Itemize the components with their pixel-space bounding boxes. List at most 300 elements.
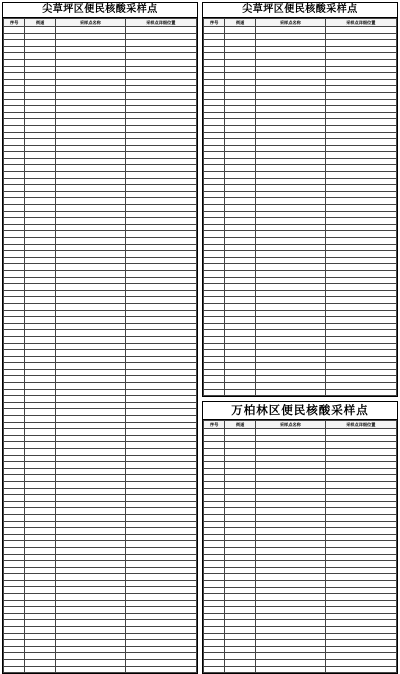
table-row (4, 528, 197, 535)
table-cell (256, 106, 325, 113)
jiancaoping-cont-header-row (204, 19, 397, 27)
table-cell (125, 191, 196, 198)
table-cell (56, 119, 125, 126)
table-cell (4, 244, 25, 251)
table-cell (325, 528, 396, 535)
table-cell (225, 547, 256, 554)
table-row (4, 350, 197, 357)
table-cell (325, 449, 396, 456)
table-cell (25, 640, 56, 647)
table-cell (125, 666, 196, 673)
table-cell (325, 317, 396, 324)
table-cell (125, 376, 196, 383)
table-cell (204, 350, 225, 357)
table-cell (225, 132, 256, 139)
table-cell (25, 528, 56, 535)
table-cell (325, 640, 396, 647)
jiancaoping-cont-rows (204, 27, 397, 396)
table-cell (204, 534, 225, 541)
table-cell (125, 620, 196, 627)
table-cell (25, 627, 56, 634)
table-cell (56, 172, 125, 179)
table-cell (56, 561, 125, 568)
table-row (4, 251, 197, 258)
table-row (4, 613, 197, 620)
table-cell (25, 475, 56, 482)
table-cell (25, 158, 56, 165)
table-cell (4, 455, 25, 462)
table-cell (325, 462, 396, 469)
table-cell (4, 251, 25, 258)
wanbailin-rows (204, 429, 397, 673)
table-cell (25, 580, 56, 587)
table-cell (225, 251, 256, 258)
table-row (204, 660, 397, 667)
table-row (204, 139, 397, 146)
table-cell (204, 343, 225, 350)
table-cell (325, 574, 396, 581)
table-cell (25, 145, 56, 152)
table-cell (125, 264, 196, 271)
table-cell (25, 297, 56, 304)
table-cell (4, 528, 25, 535)
table-cell (256, 112, 325, 119)
table-cell (125, 152, 196, 159)
table-row (4, 363, 197, 370)
table-cell (225, 125, 256, 132)
table-cell (204, 251, 225, 258)
table-cell (225, 73, 256, 80)
table-cell (125, 244, 196, 251)
table-cell (204, 165, 225, 172)
table-cell (56, 435, 125, 442)
table-cell (56, 547, 125, 554)
table-cell (256, 488, 325, 495)
table-cell (325, 86, 396, 93)
table-cell (125, 330, 196, 337)
table-cell (4, 139, 25, 146)
table-row (4, 59, 197, 66)
table-cell (56, 660, 125, 667)
table-cell (4, 376, 25, 383)
table-cell (204, 528, 225, 535)
table-row (204, 317, 397, 324)
table-cell (256, 86, 325, 93)
table-cell (125, 343, 196, 350)
table-cell (204, 277, 225, 284)
table-cell (56, 396, 125, 403)
table-cell (25, 53, 56, 60)
table-cell (56, 402, 125, 409)
table-cell (256, 244, 325, 251)
table-cell (25, 152, 56, 159)
table-cell (56, 198, 125, 205)
table-cell (204, 244, 225, 251)
table-cell (4, 165, 25, 172)
table-cell (56, 27, 125, 34)
table-cell (225, 501, 256, 508)
table-cell (225, 633, 256, 640)
table-row (204, 389, 397, 396)
table-cell (256, 501, 325, 508)
table-cell (325, 376, 396, 383)
table-cell (204, 567, 225, 574)
table-cell (325, 224, 396, 231)
table-cell (4, 541, 25, 548)
table-cell (25, 561, 56, 568)
table-row (204, 356, 397, 363)
table-row (204, 92, 397, 99)
table-cell (225, 264, 256, 271)
table-row (204, 468, 397, 475)
table-cell (225, 59, 256, 66)
table-cell (56, 99, 125, 106)
table-cell (325, 264, 396, 271)
table-row (4, 462, 197, 469)
col-header-street: 街道 (225, 19, 256, 27)
table-cell (204, 475, 225, 482)
table-row (4, 257, 197, 264)
table-row (4, 369, 197, 376)
table-row (4, 416, 197, 423)
table-cell (25, 73, 56, 80)
table-cell (325, 185, 396, 192)
table-cell (225, 666, 256, 673)
table-cell (125, 112, 196, 119)
table-cell (125, 402, 196, 409)
table-cell (204, 79, 225, 86)
table-cell (56, 534, 125, 541)
table-cell (56, 145, 125, 152)
table-row (4, 501, 197, 508)
jiancaoping-cont-panel (202, 2, 398, 397)
table-cell (125, 653, 196, 660)
table-cell (325, 455, 396, 462)
table-row (4, 653, 197, 660)
table-row (4, 185, 197, 192)
table-cell (25, 46, 56, 53)
table-cell (256, 336, 325, 343)
table-cell (4, 198, 25, 205)
table-row (204, 369, 397, 376)
table-cell (56, 59, 125, 66)
table-cell (56, 653, 125, 660)
table-cell (325, 303, 396, 310)
table-cell (256, 277, 325, 284)
table-cell (256, 191, 325, 198)
table-cell (56, 284, 125, 291)
table-cell (125, 468, 196, 475)
table-row (4, 238, 197, 245)
table-cell (125, 660, 196, 667)
table-cell (56, 211, 125, 218)
table-cell (325, 165, 396, 172)
table-cell (125, 27, 196, 34)
table-row (4, 132, 197, 139)
table-cell (56, 92, 125, 99)
table-cell (56, 251, 125, 258)
table-cell (204, 73, 225, 80)
table-row (204, 46, 397, 53)
table-row (204, 653, 397, 660)
table-row (4, 244, 197, 251)
table-cell (256, 547, 325, 554)
table-cell (25, 402, 56, 409)
table-cell (225, 40, 256, 47)
table-cell (125, 475, 196, 482)
table-cell (25, 336, 56, 343)
table-cell (225, 508, 256, 515)
table-cell (125, 297, 196, 304)
table-row (4, 284, 197, 291)
table-cell (256, 152, 325, 159)
table-cell (204, 653, 225, 660)
table-row (204, 640, 397, 647)
table-cell (204, 429, 225, 436)
table-cell (25, 574, 56, 581)
table-cell (25, 422, 56, 429)
table-cell (225, 488, 256, 495)
table-cell (325, 389, 396, 396)
table-cell (225, 653, 256, 660)
table-cell (25, 106, 56, 113)
table-row (204, 633, 397, 640)
jiancaoping-table (3, 18, 197, 673)
table-row (4, 46, 197, 53)
table-cell (56, 336, 125, 343)
table-row (4, 270, 197, 277)
table-cell (25, 205, 56, 212)
table-cell (56, 139, 125, 146)
table-cell (225, 86, 256, 93)
table-cell (25, 600, 56, 607)
table-cell (56, 264, 125, 271)
jiancaoping-rows (4, 27, 197, 673)
table-cell (225, 442, 256, 449)
table-cell (204, 356, 225, 363)
table-cell (204, 369, 225, 376)
table-cell (25, 501, 56, 508)
table-cell (256, 224, 325, 231)
table-row (4, 119, 197, 126)
table-cell (25, 86, 56, 93)
table-cell (125, 488, 196, 495)
table-cell (204, 323, 225, 330)
table-cell (225, 369, 256, 376)
table-cell (25, 66, 56, 73)
table-cell (25, 468, 56, 475)
table-cell (325, 514, 396, 521)
table-cell (225, 594, 256, 601)
table-row (204, 350, 397, 357)
table-cell (25, 119, 56, 126)
table-cell (204, 541, 225, 548)
table-cell (56, 646, 125, 653)
table-row (4, 323, 197, 330)
table-row (4, 429, 197, 436)
table-row (4, 660, 197, 667)
table-cell (325, 323, 396, 330)
table-cell (225, 198, 256, 205)
table-row (4, 191, 197, 198)
table-cell (125, 46, 196, 53)
table-cell (204, 27, 225, 34)
table-cell (125, 534, 196, 541)
table-cell (325, 475, 396, 482)
table-cell (256, 666, 325, 673)
table-cell (125, 172, 196, 179)
table-cell (225, 580, 256, 587)
table-cell (125, 238, 196, 245)
table-cell (56, 416, 125, 423)
table-row (204, 86, 397, 93)
table-cell (125, 416, 196, 423)
table-row (204, 33, 397, 40)
table-cell (225, 356, 256, 363)
table-cell (256, 580, 325, 587)
table-cell (4, 389, 25, 396)
table-row (4, 422, 197, 429)
table-row (4, 468, 197, 475)
table-cell (125, 99, 196, 106)
table-row (204, 600, 397, 607)
table-cell (125, 528, 196, 535)
table-row (4, 112, 197, 119)
table-cell (325, 350, 396, 357)
table-row (204, 218, 397, 225)
table-cell (256, 66, 325, 73)
col-header-street: 街道 (25, 19, 56, 27)
table-cell (256, 554, 325, 561)
table-cell (204, 442, 225, 449)
table-cell (4, 449, 25, 456)
table-cell (4, 547, 25, 554)
table-cell (56, 165, 125, 172)
table-cell (325, 567, 396, 574)
table-cell (225, 627, 256, 634)
table-cell (204, 574, 225, 581)
table-cell (325, 330, 396, 337)
table-cell (56, 132, 125, 139)
table-cell (256, 264, 325, 271)
table-cell (225, 139, 256, 146)
table-cell (125, 218, 196, 225)
table-cell (4, 633, 25, 640)
table-cell (256, 125, 325, 132)
table-cell (225, 534, 256, 541)
table-cell (4, 119, 25, 126)
table-cell (125, 435, 196, 442)
table-cell (25, 125, 56, 132)
table-cell (125, 449, 196, 456)
table-cell (56, 224, 125, 231)
table-cell (56, 257, 125, 264)
table-cell (256, 257, 325, 264)
table-cell (325, 119, 396, 126)
table-cell (125, 481, 196, 488)
table-cell (25, 620, 56, 627)
table-cell (4, 297, 25, 304)
table-cell (125, 369, 196, 376)
table-cell (204, 363, 225, 370)
table-cell (204, 501, 225, 508)
table-cell (56, 158, 125, 165)
table-cell (125, 409, 196, 416)
table-row (204, 442, 397, 449)
table-cell (125, 561, 196, 568)
table-cell (4, 383, 25, 390)
table-cell (25, 264, 56, 271)
table-cell (125, 541, 196, 548)
table-cell (256, 139, 325, 146)
table-cell (204, 627, 225, 634)
table-cell (56, 303, 125, 310)
table-cell (256, 33, 325, 40)
table-row (4, 343, 197, 350)
jiancaoping-cont-title: 尖草坪区便民核酸采样点 (203, 3, 397, 18)
table-cell (4, 158, 25, 165)
table-cell (125, 205, 196, 212)
table-cell (256, 79, 325, 86)
table-cell (204, 119, 225, 126)
table-cell (25, 481, 56, 488)
table-cell (125, 554, 196, 561)
table-cell (4, 218, 25, 225)
table-cell (256, 627, 325, 634)
table-cell (325, 429, 396, 436)
table-cell (125, 86, 196, 93)
wanbailin-table (203, 420, 397, 673)
table-cell (256, 567, 325, 574)
table-cell (204, 310, 225, 317)
table-row (4, 303, 197, 310)
table-cell (56, 449, 125, 456)
table-cell (225, 389, 256, 396)
table-cell (204, 125, 225, 132)
table-cell (56, 40, 125, 47)
table-row (204, 554, 397, 561)
table-cell (56, 528, 125, 535)
col-header-name: 采样点名称 (256, 421, 325, 429)
table-cell (325, 660, 396, 667)
table-cell (204, 580, 225, 587)
table-row (204, 297, 397, 304)
table-cell (225, 205, 256, 212)
table-cell (225, 646, 256, 653)
table-cell (25, 303, 56, 310)
table-row (204, 475, 397, 482)
table-cell (325, 363, 396, 370)
table-cell (56, 600, 125, 607)
table-cell (204, 376, 225, 383)
table-cell (125, 567, 196, 574)
table-cell (25, 633, 56, 640)
table-cell (125, 139, 196, 146)
table-cell (256, 435, 325, 442)
table-cell (225, 435, 256, 442)
table-row (204, 482, 397, 489)
table-cell (325, 501, 396, 508)
table-cell (225, 244, 256, 251)
table-cell (256, 383, 325, 390)
table-row (204, 231, 397, 238)
table-cell (25, 495, 56, 502)
table-row (204, 567, 397, 574)
table-cell (56, 270, 125, 277)
table-cell (25, 132, 56, 139)
table-row (4, 158, 197, 165)
table-cell (4, 580, 25, 587)
